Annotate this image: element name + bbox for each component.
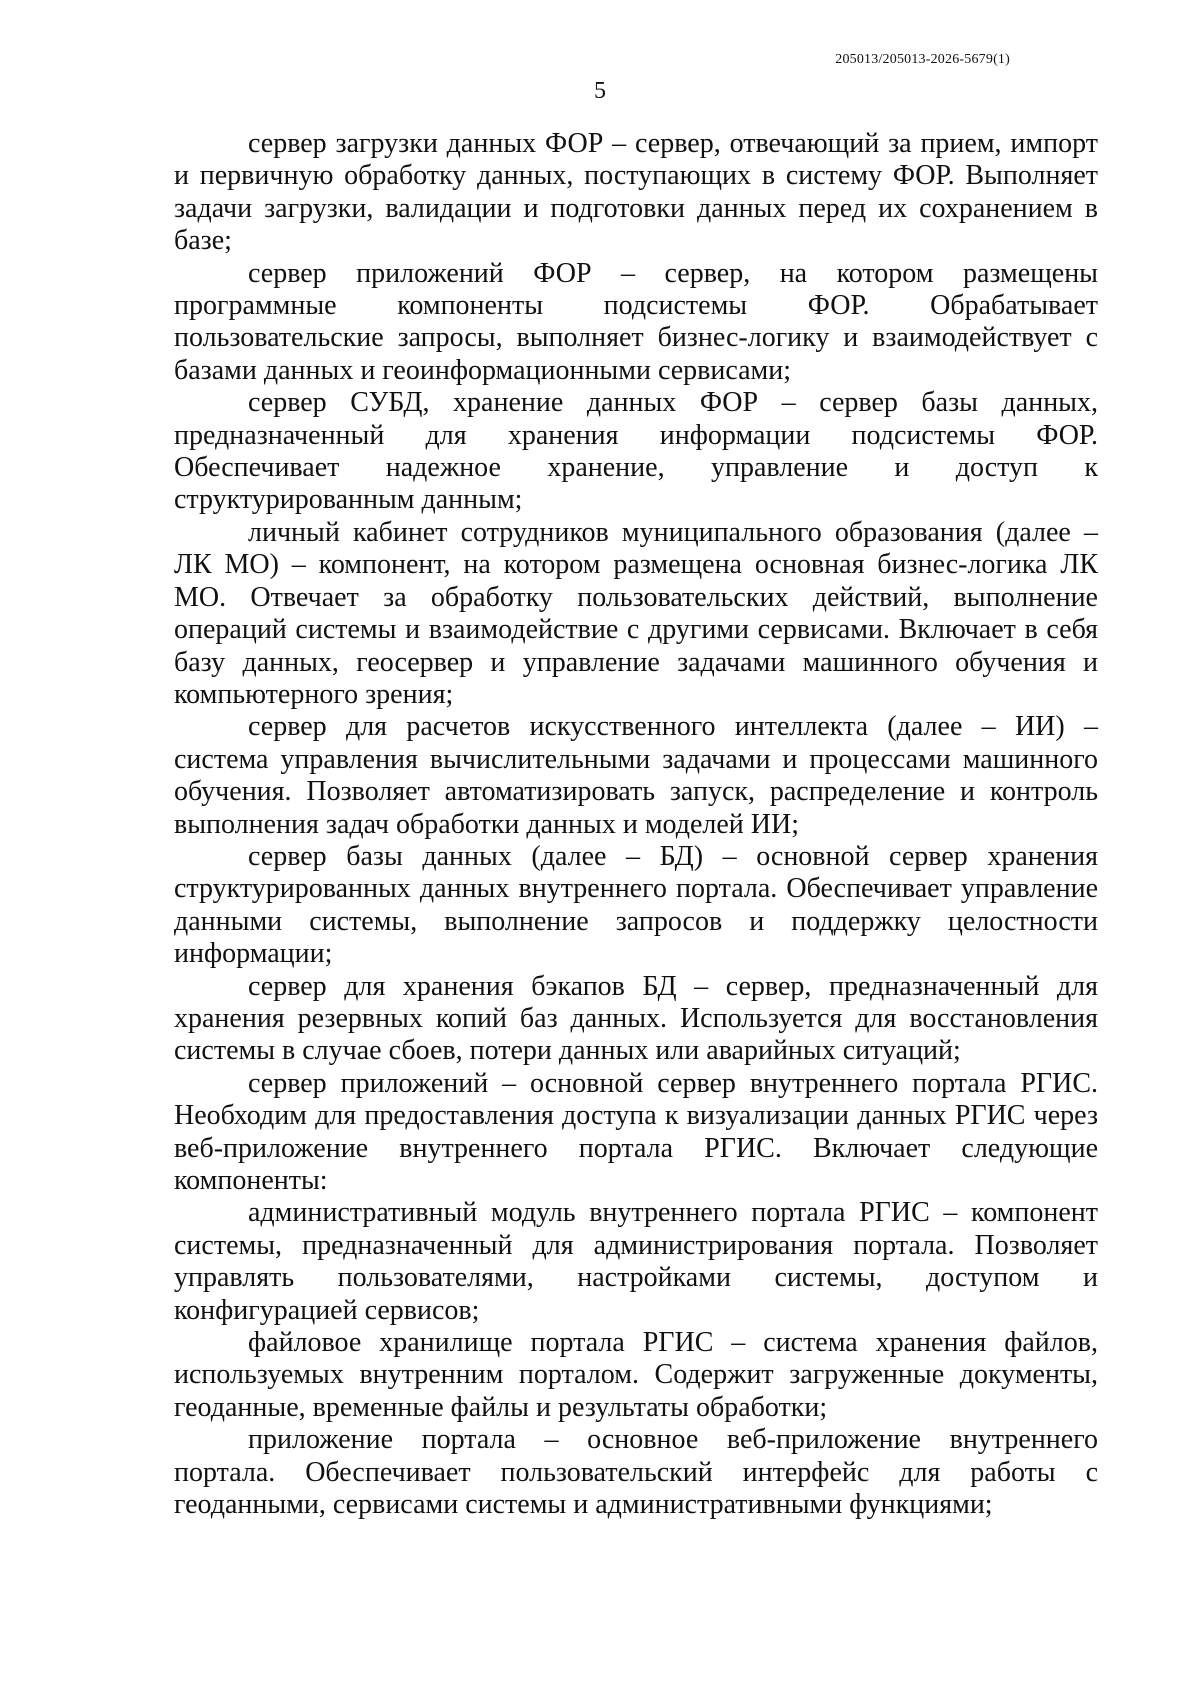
paragraph-portal-application: приложение портала – основное веб-приложение внутреннего портала. Обеспечивает пользовательский интерфейс для работы с геоданными, сервисами системы и административными функциями;	[174, 1424, 1098, 1521]
paragraph-backup-server: сервер для хранения бэкапов БД – сервер, предназначенный для хранения резервных копий баз данных. Используется для восстановления системы в случае сбоев, потери данных или аварийных ситуаций;	[174, 970, 1098, 1067]
document-body	[174, 128, 1098, 1521]
paragraph-application-server: сервер приложений – основной сервер внутреннего портала РГИС. Необходим для предоставления доступа к визуализации данных РГИС через веб-приложение внутреннего портала РГИС. Включает следующие компоненты:	[174, 1067, 1098, 1196]
paragraph-for-upload-server: сервер загрузки данных ФОР – сервер, отвечающий за прием, импорт и первичную обработку данных, поступающих в систему ФОР. Выполняет задачи загрузки, валидации и подготовки данных перед их сохранением в базе;	[174, 128, 1098, 257]
paragraph-file-storage: файловое хранилище портала РГИС – система хранения файлов, используемых внутренним порталом. Содержит загруженные документы, геоданные, временные файлы и результаты обработки;	[174, 1327, 1098, 1423]
paragraph-for-app-server: сервер приложений ФОР – сервер, на котором размещены программные компоненты подсистемы ФОР. Обрабатывает пользовательские запросы, выполняет бизнес-логику и взаимодействует с базами данных и геоинформационными сервисами;	[174, 257, 1098, 386]
page-number: 5	[594, 78, 606, 104]
paragraph-admin-module: административный модуль внутреннего портала РГИС – компонент системы, предназначенный для администрирования портала. Позволяет управлять пользователями, настройками системы, доступом и конфигурацией сервисов;	[174, 1197, 1098, 1326]
paragraph-database-server: сервер базы данных (далее – БД) – основной сервер хранения структурированных данных внутреннего портала. Обеспечивает управление данными системы, выполнение запросов и поддержку целостности информации;	[174, 840, 1098, 970]
paragraph-municipal-cabinet: личный кабинет сотрудников муниципального образования (далее – ЛК МО) – компонент, на котором размещена основная бизнес-логика ЛК МО. Отвечает за обработку пользовательских действий, выполнение операций системы и взаимодействие с другими сервисами. Включает в себя базу данных, геосервер и управление задачами машинного обучения и компьютерного зрения;	[174, 516, 1098, 710]
paragraph-dbms-server: сервер СУБД, хранение данных ФОР – сервер базы данных, предназначенный для хранения информации подсистемы ФОР. Обеспечивает надежное хранение, управление и доступ к структурированным данным;	[174, 387, 1098, 516]
document-id: 205013/205013-2026-5679(1)	[835, 52, 1010, 67]
paragraph-ai-server: сервер для расчетов искусственного интеллекта (далее – ИИ) – система управления вычислительными задачами и процессами машинного обучения. Позволяет автоматизировать запуск, распределение и контроль выполнения задач обработки данных и моделей ИИ;	[174, 711, 1098, 840]
